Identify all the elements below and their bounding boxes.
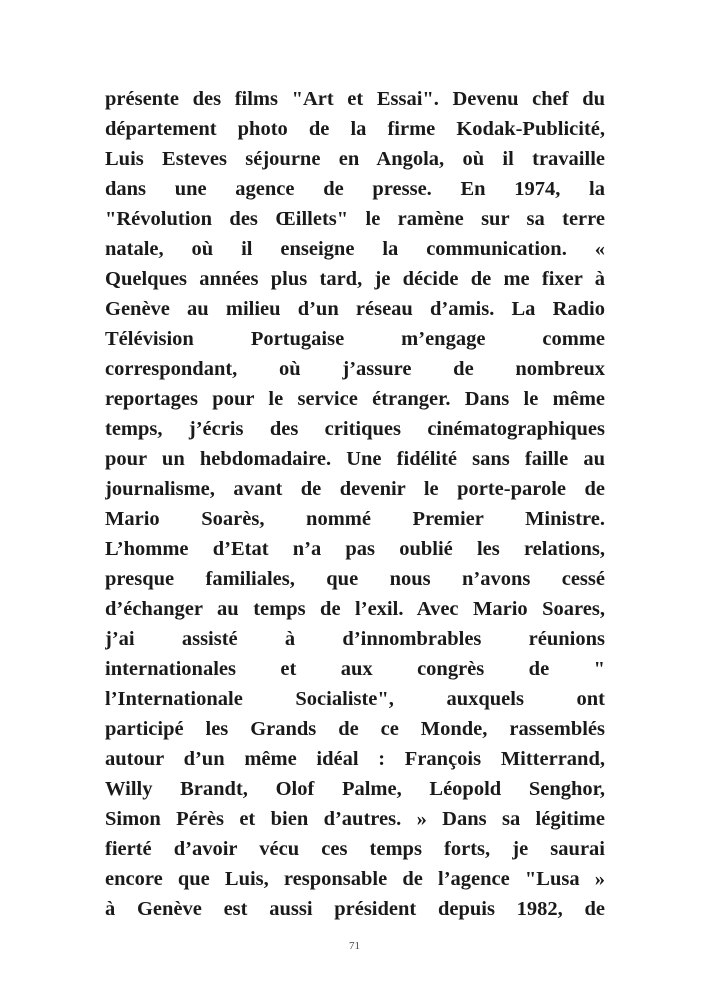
text-line: Willy Brandt, Olof Palme, Léopold Senghor,: [105, 778, 605, 800]
text-line: fierté d’avoir vécu ces temps forts, je saurai: [105, 838, 605, 860]
text-line: j’ai assisté à d’innombrables réunions: [105, 628, 605, 650]
body-text: [105, 84, 605, 924]
text-line: l’Internationale Socialiste", auxquels ont: [105, 688, 605, 710]
text-line: encore que Luis, responsable de l’agence "Lusa »: [105, 868, 605, 890]
text-line: Genève au milieu d’un réseau d’amis. La Radio: [105, 298, 605, 320]
text-line: internationales et aux congrès de ": [105, 658, 605, 680]
text-line: à Genève est aussi président depuis 1982, de: [105, 898, 605, 920]
text-line: presque familiales, que nous n’avons cessé: [105, 568, 605, 590]
text-line: département photo de la firme Kodak-Publicité,: [105, 118, 605, 140]
text-line: dans une agence de presse. En 1974, la: [105, 178, 605, 200]
text-line: autour d’un même idéal : François Mitterrand,: [105, 748, 605, 770]
text-line: présente des films "Art et Essai". Devenu chef du: [105, 88, 605, 110]
text-line: Mario Soarès, nommé Premier Ministre.: [105, 508, 605, 530]
text-line: Simon Pérès et bien d’autres. » Dans sa légitime: [105, 808, 605, 830]
text-line: d’échanger au temps de l’exil. Avec Mario Soares,: [105, 598, 605, 620]
text-line: Quelques années plus tard, je décide de me fixer à: [105, 268, 605, 290]
text-line: journalisme, avant de devenir le porte-parole de: [105, 478, 605, 500]
text-line: Télévision Portugaise m’engage comme: [105, 328, 605, 350]
text-line: correspondant, où j’assure de nombreux: [105, 358, 605, 380]
text-line: Luis Esteves séjourne en Angola, où il travaille: [105, 148, 605, 170]
text-line: "Révolution des Œillets" le ramène sur sa terre: [105, 208, 605, 230]
text-line: participé les Grands de ce Monde, rassemblés: [105, 718, 605, 740]
text-line: L’homme d’Etat n’a pas oublié les relations,: [105, 538, 605, 560]
page-number: 71: [349, 940, 360, 952]
text-line: pour un hebdomadaire. Une fidélité sans faille au: [105, 448, 605, 470]
text-line: reportages pour le service étranger. Dans le même: [105, 388, 605, 410]
text-line: temps, j’écris des critiques cinématographiques: [105, 418, 605, 440]
text-line: natale, où il enseigne la communication. «: [105, 238, 605, 260]
